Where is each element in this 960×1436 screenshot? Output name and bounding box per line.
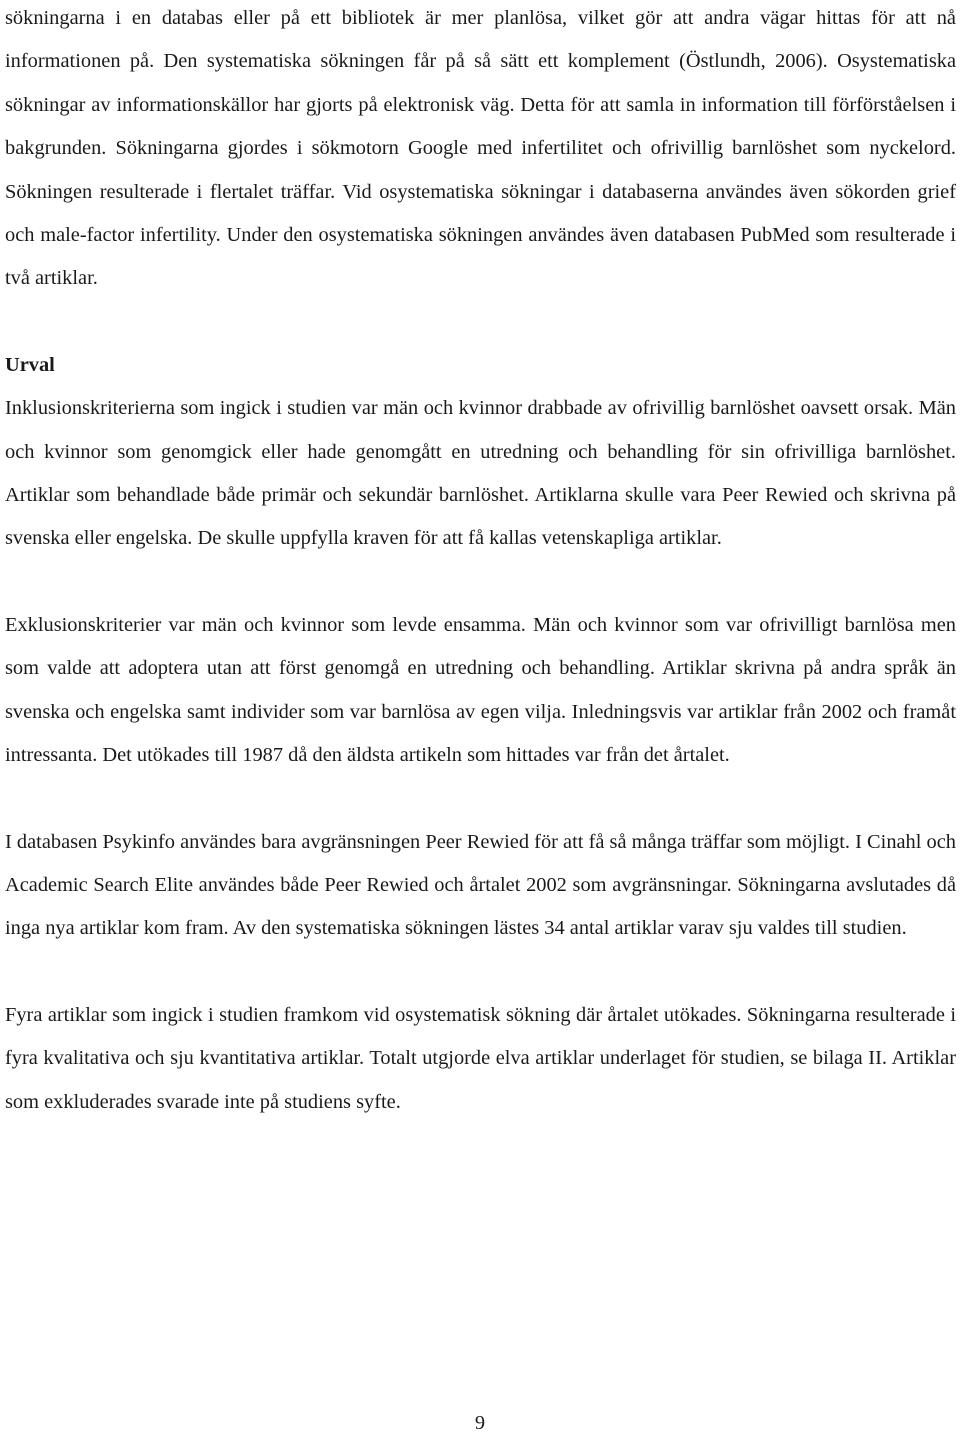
- paragraph-inclusion-criteria: Inklusionskriterierna som ingick i studien var män och kvinnor drabbade av ofrivillig barnlöshet oavsett orsak. Män och kvinnor som genomgick eller hade genomgått en utredning och behandling för sin ofrivilliga barnlöshet. Artiklar som behandlade både primär och sekundär barnlöshet. Artiklarna skulle vara Peer Rewied och skrivna på svenska eller engelska. De skulle uppfylla kraven för att få kallas vetenskapliga artiklar.: [5, 397, 956, 550]
- spacer: [5, 301, 956, 344]
- paragraph-database-limits: I databasen Psykinfo användes bara avgränsningen Peer Rewied för att få så många träffar som möjligt. I Cinahl och Academic Search Elite användes både Peer Rewied och årtalet 2002 som avgränsningar. Sökningarna avslutades då inga nya artiklar kom fram. Av den systematiska sökningen lästes 34 antal artiklar varav sju valdes till studien.: [5, 830, 956, 940]
- paragraph-search-methods: sökningarna i en databas eller på ett bibliotek är mer planlösa, vilket gör att andra vägar hittas för att nå informationen på. Den systematiska sökningen får på så sätt ett komplement (Östlundh, 2006). Osystematiska sökningar av informationskällor har gjorts på elektronisk väg. Detta för att samla in information till förförståelsen i bakgrunden. Sökningarna gjordes i sökmotorn Google med infertilitet och ofrivillig barnlöshet som nyckelord. Sökningen resulterade i flertalet träffar. Vid osystematiska sökningar i databaserna användes även sökorden grief och male-factor infertility. Under den osystematiska sökningen användes även databasen PubMed som resulterade i två artiklar.: [5, 7, 956, 290]
- paragraph-article-selection: Fyra artiklar som ingick i studien framkom vid osystematisk sökning där årtalet utökades. Sökningarna resulterade i fyra kvalitativa och sju kvantitativa artiklar. Totalt utgjorde elva artiklar underlaget för studien, se bilaga II. Artiklar som exkluderades svarade inte på studiens syfte.: [5, 1003, 956, 1113]
- spacer: [5, 778, 956, 821]
- section-heading-urval: Urval: [5, 353, 55, 376]
- spacer: [5, 561, 956, 604]
- document-page: [5, 0, 956, 1124]
- paragraph-exclusion-criteria: Exklusionskriterier var män och kvinnor som levde ensamma. Män och kvinnor som var ofrivilligt barnlösa men som valde att adoptera utan att först genomgå en utredning och behandling. Artiklar skrivna på andra språk än svenska och engelska samt individer som var barnlösa av egen vilja. Inledningsvis var artiklar från 2002 och framåt intressanta. Det utökades till 1987 då den äldsta artikeln som hittades var från det årtalet.: [5, 613, 956, 767]
- page-number: 9: [474, 1412, 486, 1434]
- spacer: [5, 951, 956, 994]
